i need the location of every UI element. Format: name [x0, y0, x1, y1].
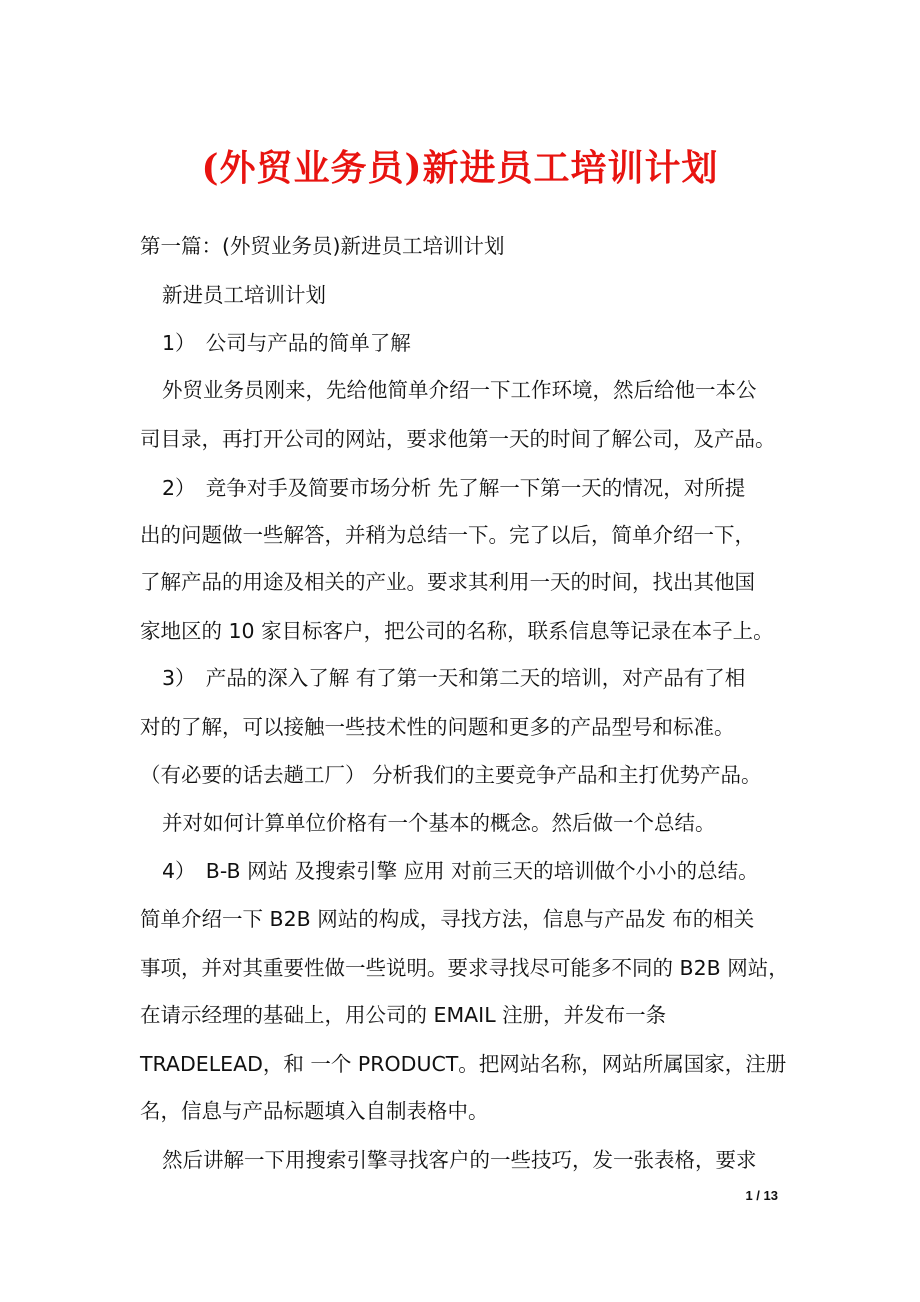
paragraph-line: 对的了解，可以接触一些技术性的问题和更多的产品型号和标准。 — [140, 715, 735, 739]
paragraph-line: 4） B-B 网站 及搜索引擎 应用 对前三天的培训做个小小的总结。 — [162, 859, 759, 883]
paragraph-line: 1） 公司与产品的简单了解 — [162, 331, 411, 355]
paragraph-line: 名，信息与产品标题填入自制表格中。 — [140, 1099, 489, 1123]
paragraph-line: 了解产品的用途及相关的产业。要求其利用一天的时间，找出其他国 — [140, 570, 755, 594]
paragraph-line: 2） 竞争对手及简要市场分析 先了解一下第一天的情况，对所提 — [162, 476, 746, 500]
paragraph-line: 然后讲解一下用搜索引擎寻找客户的一些技巧，发一张表格，要求 — [162, 1148, 757, 1172]
paragraph-line: 家地区的 10 家目标客户，把公司的名称，联系信息等记录在本子上。 — [140, 619, 774, 643]
paragraph-line: 司目录，再打开公司的网站，要求他第一天的时间了解公司，及产品。 — [140, 427, 776, 451]
document-title: (外贸业务员)新进员工培训计划 — [201, 147, 719, 189]
paragraph-line: 出的问题做一些解答，并稍为总结一下。完了以后，简单介绍一下， — [140, 523, 755, 547]
paragraph-line: 简单介绍一下 B2B 网站的构成，寻找方法，信息与产品发 布的相关 — [140, 907, 755, 931]
paragraph-line: 在请示经理的基础上，用公司的 EMAIL 注册，并发布一条 — [140, 1003, 667, 1027]
paragraph-line: 外贸业务员刚来，先给他简单介绍一下工作环境，然后给他一本公 — [162, 378, 757, 402]
paragraph-line: （有必要的话去趟工厂） 分析我们的主要竞争产品和主打优势产品。 — [140, 763, 762, 787]
paragraph-line: 事项，并对其重要性做一些说明。要求寻找尽可能多不同的 B2B 网站， — [140, 956, 789, 980]
page-indicator: 1 / 13 — [745, 1188, 778, 1203]
paragraph-line: 新进员工培训计划 — [162, 283, 326, 307]
paragraph-line: 第一篇：(外贸业务员)新进员工培训计划 — [140, 234, 505, 258]
paragraph-line: TRADELEAD，和 一个 PRODUCT。把网站名称，网站所属国家，注册 — [140, 1052, 787, 1076]
paragraph-line: 3） 产品的深入了解 有了第一天和第二天的培训，对产品有了相 — [162, 666, 746, 690]
paragraph-line: 并对如何计算单位价格有一个基本的概念。然后做一个总结。 — [162, 811, 716, 835]
